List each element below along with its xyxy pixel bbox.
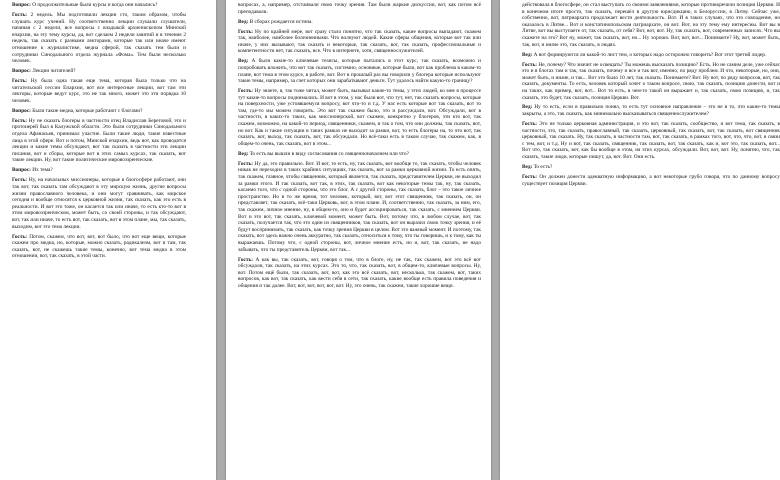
document-page-middle	[226, 0, 491, 480]
speaker-label: Гость:	[12, 117, 28, 124]
speaker-label: Вед:	[238, 18, 249, 25]
paragraph: Гость: Ну по крайней мере, вот сразу стало понятно, что так сказать, какие вопросы выпадают, скажем так, наиболее, наиболее болезненными. Что волнуют людей. Какие сферы общения, которые вот так или иначе, у них вызывают, так сказать и некоторые, так сказать, вот, так сказать, профессиональные и компетентности нет, так сказать, все. Что в интернете, хотя, священнослужителей.	[238, 28, 481, 55]
speaker-label: Вед:	[522, 164, 533, 171]
speaker-label: Вед:	[238, 150, 249, 157]
speaker-label: Гость:	[522, 61, 538, 68]
paragraph: Вед: А вот формируются ли какой-то лист тем, о которых надо осторожно говорить? Вот этот третий лидер.	[522, 51, 767, 58]
paragraph: Вопрос: Их тема?	[12, 167, 53, 174]
paragraph: Вед: В сборах рождается истина.	[238, 18, 313, 25]
paragraph: Гость: Потом, скажем, что вот, вот, вот было, что вот еще вещи, которые скажем про медиа, но, которые, можно сказать, радикализм, вот и там, так сказать, вот, не скажешь такие темы, конечно, вот тема медиа в этом отношении, вот, так сказать, в этой части.	[12, 233, 186, 260]
paragraph: Вед: А были какие-то ключевые тезисы, которые пытались в этот курс, так сказать, возможно и попробовать вложить, что вот так сказать, системно, основные, которые были, вот как проблема в каком-то плане, вот тема в этом курсе, в работе, вот. Вот в прошлый раз вы говорили у блогера которые используют такие темы, например, за счет которых они зарабатывают деньги. Тут удалось найти какую-то границу?	[238, 58, 481, 85]
speaker-label: Вед:	[522, 104, 533, 111]
page-text	[500, 0, 780, 191]
paragraph: Гость: А как вы, так сказать, вот, говоря о том, что в блоге, ну, не так, так скажем, вот это всё вот обсуждали, так сказать, на этих курсах. Это то, что, так сказать, вот, в общем-то, ключевые вопросы. Ну, вот. Потом ещё были, так сказать, вот, вот, как это всё сказать, вот, несколько, так скажем, вот, таких вопросов, как вот, так сказать, как вести себя в сети, так сказать, какие вообще есть правила поведения и общения и так далее. Вот, вот, вот, вот, вот, вот. Ну, это очень, так скажем, такие хорошие вещи.	[238, 256, 481, 289]
page-text	[0, 0, 216, 263]
speaker-label: Вед:	[238, 58, 249, 65]
speaker-label: Гость:	[12, 78, 28, 85]
speaker-label: Вопрос:	[12, 68, 31, 75]
paragraph: Гость: 2 недель. Мы подготовили лекции сто, таким образом, чтобы слушать курс учений. Ну соответственно лекции слушали слушатели, начиная с 2 недели, все вопросы с владыкой архиепископом Минской епархии, на эту тему курсы, да, вот сделаем 2 недели занятий и в течение 2 недель, так сказать с разными лекторами, которые так или иначе имеют отношение к журналистике, медиа сферой, так сказать тем были и сотрудники Синодального отдела журнала «Фома». Тем были несколько человек.	[12, 11, 186, 65]
paragraph: Гость: Ну да, это правильно. Вот. И вот, то есть, ну, так сказать, вот вообще то, так сказать, чтобы человек никак не переходил в таких крайних ситуациях, так сказать, вот за рамки церковной жизни. То есть опять, так скажем, главное, чтобы священник, который является, так сказать, представителем Церкви, не выходил за рамки этого. И так сказать, вот так, в этих, так сказать, вот как некоторые темы так, ну, так сказать, касаемо того, что с одной стороны, что это блог. А с другой стороны, так сказать, блог – это такое личное пространство. Но в то же время, тот человек, который, вот, вот этот священник, так сказать, он, он представляет, так сказать, всё-таки Церковь, вот, в этом плане. И, соответственно, так сказать, за ним, его, так скажем, личное мнение, ну, в общем-то, оно и будет ассоциироваться, так сказать, с мнением Церкви. Вот и это вот, так сказать, ключевой момент, может быть. Вот, потому что, в любом случае, вот, так сказать, получается так, что это один из священников, так сказать, вот он выразил свою точку зрения, и её будут воспринимать, так сказать, как точку зрения Церкви в целом. Вот это важный момент. И поэтому, так сказать, вот здесь важно очень аккуратно, так сказать, относиться к тому, что ты говоришь, и к тому, как ты выражаешь. Потому что, с одной стороны, вот, личное мнение есть, но и, вот, так сказать, не надо забывать, что ты представитель Церкви, вот так...	[238, 160, 481, 253]
paragraph: Вед: То есть вы вышли в виду согласования со священноначалием или что?	[238, 150, 409, 157]
speaker-label: Гость:	[238, 28, 254, 35]
speaker-label: Гость:	[12, 233, 28, 240]
paragraph: Гость: Ну не сказать блогеры в частности отец Владислав Береговой, это и протоиерей был в Калужской области. Это были сотрудники Синодального отдела Афанасьев, принимал участие. Были такие люди, такие известные лица в этой сфере. Вот и потом, Минской епархии, ведь вот, как проводятся лекции и какие темы обсуждают, вот так сказать в частности эти лекции писания, вот и сборы, которые вот в этих самых курсах, так сказать, вот такие лекции. Ну, вот такие политические мировоззренческие.	[12, 117, 186, 164]
paragraph: Гость: Ну была одна такая еще тема, которая была только что на читательской сессии Епархии, вот все интересные лекции, вот там эти лекторы, которые ведут курс, это не так много, может это эти порядка 10 человек.	[12, 78, 186, 104]
paragraph: действовала в блогосфере, он стал выступать со своими заявлениями, которые противоречили позиции Церкви. И в конечном итоге просто, так сказать, перешёл в другую юрисдикцию, в Белоруссии, в Литву. Сейчас уже, собственно, вот, патриархата продолжает вести деятельность. Вот. И в таких случаях, что это совпадение, но оказалось в Литве... Вот и констатинопольском патриархате, он вот. Вот, на эту тему ему интересны. Вот вы в Литве, вот вы выступаете от, так сказать, от себя? Вот, вот, вот. Ну, так сказать, вот, современных записях. Что вы скажете на это? Вот ну, может, так сказать, вот, но... Ну хорошо. Вот, вот, вот... Понимаете? Ну, вот, может быть, так, вот, и иначе это, так сказать, в людях.	[522, 2, 780, 48]
speaker-label: Вед:	[522, 51, 533, 58]
document-page-right	[500, 0, 780, 480]
speaker-label: Гость:	[522, 121, 538, 128]
document-page-left	[0, 0, 216, 480]
paragraph: вопросах, а, например, отстаивали свою точку зрения. Там были жаркие дискуссии, вот, как потом всё преподавали.	[238, 2, 481, 15]
paragraph: Гость: Ну, на начальных миссионеры, которые в блогосфере работают, они так вот, так сказать там обсуждают в эту мирскую жизнь, другие вопросы жизни православного человека, и они могут сравнивать, как мирское сегодня и вообще относятся к церковной жизни, так сказать, как это есть в реальности. И вот это тоже, он касается так или иначе, то есть кто-то вот в этом мировоззренческом, может быть, со своей стороны, и так обсуждают, вот, так или иначе, то есть вот, так сказать, вот в этом плане, мы, так сказать, выходим, вот это тема лекции.	[12, 177, 186, 230]
paragraph: Вопрос: Были такие медиа, которые работают с блогами?	[12, 107, 143, 114]
paragraph: Гость: Это не только церковная администрация, и это вот, так сказать, сообщество, и вот тема, так сказать, в частности, это, так сказать, православный, так сказать, церковный, так сказать, вот, так сказать, вот священник церковный, так сказать. Ну, так сказать, в частности там, вот, так сказать, в рамках того, вот, что, что, вот, в связи с тем, вот, и т.д. Ну и вот, так сказать, священник, так сказать, вот, так сказать, как и, вот это, так сказать, вот... Вот что, так сказать, вот, как бы вообще в этом, на этих курсах, обсуждали. Вот, вот, вот. Ну, понятно, что, так сказать, такие люди, которые пишут, да, вот. Вот. Они есть.	[522, 121, 780, 161]
page-text	[226, 0, 491, 293]
speaker-label: Гость:	[12, 177, 28, 184]
speaker-label: Гость:	[522, 174, 538, 180]
speaker-label: Вопрос:	[12, 107, 31, 114]
paragraph: Вопрос: Лекции читателей?	[12, 68, 76, 75]
speaker-label: Вопрос:	[12, 2, 31, 8]
paragraph: Вед: То есть?	[522, 164, 553, 171]
speaker-label: Гость:	[238, 160, 254, 167]
paragraph: Гость: Он должен донести адекватную информацию, а вот некоторые грубо говоря, что по данному вопросу существует позиция Церкви.	[522, 174, 780, 187]
speaker-label: Гость:	[238, 88, 254, 95]
paragraph: Вед: Ну то есть, если в правильно понял, то есть тут основное направление – это не в то, что какие-то темы закрыты, а это, так сказать, как минимально высказываться священнослужителем?	[522, 104, 780, 118]
speaker-label: Вопрос:	[12, 167, 31, 174]
paragraph: Вопрос: О продолжительные были курсы и когда они начались?	[12, 2, 158, 8]
paragraph: Гость: Не, почему? Что значит не освещать? Ты можешь высказать позицию? Есть. Но не самим деле, уже сейчас это и в блогах там и так, так сказать, почему и все и так вот, именно, по ряду проблем. И что, некоторые, но, они, может быть, и иначе, и так... Вот это было 10 лет, так сказать. Понимаете? Вот. Ну вот, по ряду вопросов, вот, так сказать, документы. То есть, человек который хочет о таком вопросе, свою, так сказать, позицию донести, вот и на таких, как пример, вот, вот... Вот то есть, в чем-то такой он выражает и, так сказать, свою позицию, и, так сказать, это будет, так сказать, позиция Церкви. Вот.	[522, 61, 780, 101]
paragraph: Гость: Ну знаете, я, так тоже читал, может быть, вызывал какие-то темы, у этих людей, ко мне в процессе тут какие-то вопросы поднимались. И вот в этом, у нас были вот, что тут, нет, так сказать вопросы, которые на поверхности, уже устоявшемуся вопросу, вот что-то и т.д. У нас есть которые вот так сказать, вот то там, где-то мы можем говорить. Это вот так скажем было, это и рассуждали, вот. Обсуждали, вот в частности, в каких-то таких, как миссионерской, вот скажем, конкретно у блогеров, эти кто вот, так скажем, возможно, на какой-то период, священники, скажем, и так о том, что они должны, так сказать, вот, но вот. Как и такие ситуации в таких рамках не выходит за рамки, вот, то есть блогеры на, то что вот, так сказать, вот, выход, так сказать, вот, так обсуждали. Но всё-таки есть в таком случае, так скажем, как, в общем-то очень, так сказать, вот в этом...	[238, 88, 481, 147]
speaker-label: Гость:	[12, 11, 28, 18]
speaker-label: Гость:	[238, 256, 254, 263]
